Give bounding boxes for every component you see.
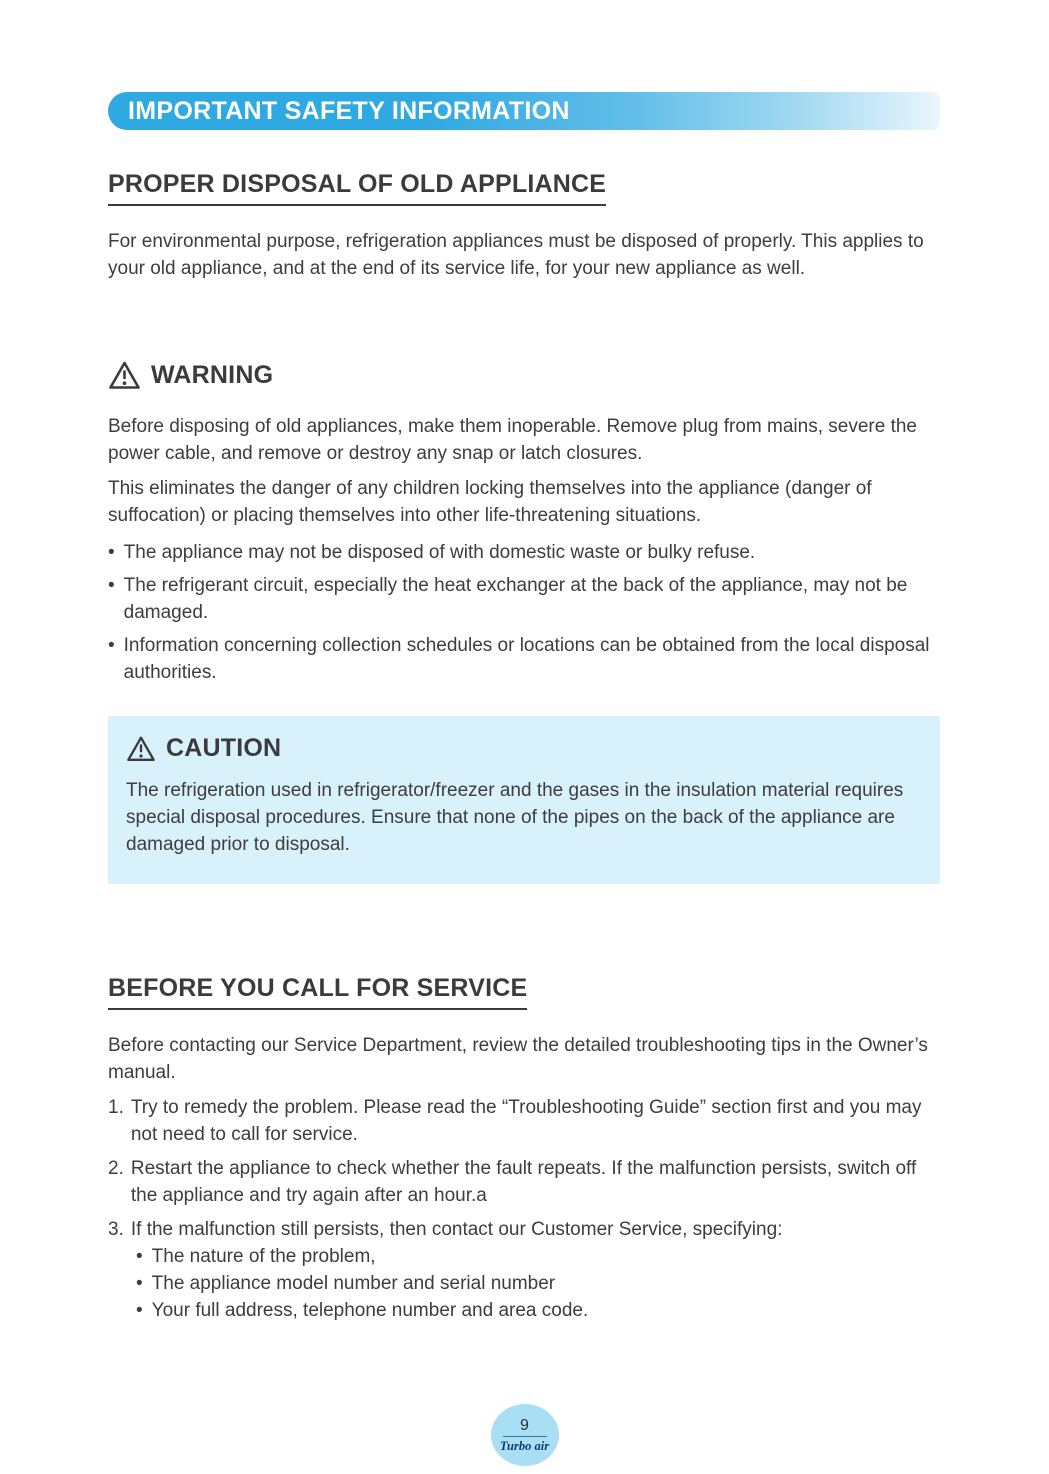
warning-bullet-list xyxy=(108,539,940,686)
step-text: Restart the appliance to check whether the fault repeats. If the malfunction persists, switch off the appliance and try again after an hour.a xyxy=(130,1158,917,1206)
warning-label: WARNING xyxy=(151,361,274,389)
caution-body-text: The refrigeration used in refrigerator/freezer and the gases in the insulation material requires special disposal procedures. Ensure that none of the pipes on the back of the appliance are damaged prior to disposal. xyxy=(126,780,904,855)
brand-logo xyxy=(491,1404,559,1466)
list-item xyxy=(108,572,940,626)
numbered-step xyxy=(108,1094,940,1148)
list-item xyxy=(136,1297,940,1324)
banner-title: IMPORTANT SAFETY INFORMATION xyxy=(128,96,570,125)
warning-triangle-icon xyxy=(108,360,141,391)
list-item xyxy=(136,1243,940,1270)
section-banner xyxy=(108,92,940,130)
step-text: If the malfunction still persists, then contact our Customer Service, specifying: xyxy=(130,1219,783,1240)
caution-label: CAUTION xyxy=(166,734,282,762)
logo-divider xyxy=(503,1436,547,1437)
numbered-step xyxy=(108,1155,940,1209)
list-item-text: • The nature of the problem, xyxy=(151,1246,376,1267)
step-text: Try to remedy the problem. Please read the “Troubleshooting Guide” section first and you may not need to call for service. xyxy=(130,1097,922,1145)
disposal-intro-paragraph: For environmental purpose, refrigeration appliances must be disposed of properly. This applies to your old appliance, and at the end of its service life, for your new appliance as well. xyxy=(108,231,924,279)
step-number: 3. xyxy=(108,1219,124,1240)
warning-paragraph-1: Before disposing of old appliances, make them inoperable. Remove plug from mains, severe the power cable, and remove or destroy any snap or latch closures. xyxy=(108,416,917,464)
list-item-text: • The refrigerant circuit, especially the heat exchanger at the back of the appliance, may not be damaged. xyxy=(123,575,908,623)
list-item xyxy=(108,632,940,686)
caution-box xyxy=(108,716,940,884)
warning-header xyxy=(108,360,940,391)
caution-header xyxy=(126,734,918,763)
step-number: 2. xyxy=(108,1158,124,1179)
caution-triangle-icon xyxy=(126,735,156,763)
list-item-text: • Information concerning collection schedules or locations can be obtained from the local disposal authorities. xyxy=(123,635,930,683)
warning-paragraph-2: This eliminates the danger of any children locking themselves into the appliance (danger of suffocation) or placing themselves into other life-threatening situations. xyxy=(108,478,872,526)
list-item-text: • The appliance model number and serial number xyxy=(151,1273,556,1294)
service-steps-list xyxy=(108,1094,940,1324)
heading-before-you-call: BEFORE YOU CALL FOR SERVICE xyxy=(108,974,527,1010)
numbered-step xyxy=(108,1216,940,1243)
page-number: 9 xyxy=(520,1416,529,1434)
list-item xyxy=(108,539,940,566)
service-intro-paragraph: Before contacting our Service Department, review the detailed troubleshooting tips in the Owner’s manual. xyxy=(108,1035,928,1083)
service-sub-bullet-list xyxy=(136,1243,940,1324)
heading-proper-disposal: PROPER DISPOSAL OF OLD APPLIANCE xyxy=(108,170,606,206)
list-item-text: • Your full address, telephone number and area code. xyxy=(151,1300,589,1321)
brand-name: Turbo air xyxy=(499,1438,550,1453)
list-item xyxy=(136,1270,940,1297)
step-number: 1. xyxy=(108,1097,124,1118)
list-item-text: • The appliance may not be disposed of with domestic waste or bulky refuse. xyxy=(123,542,756,563)
logo-circle xyxy=(491,1404,559,1466)
